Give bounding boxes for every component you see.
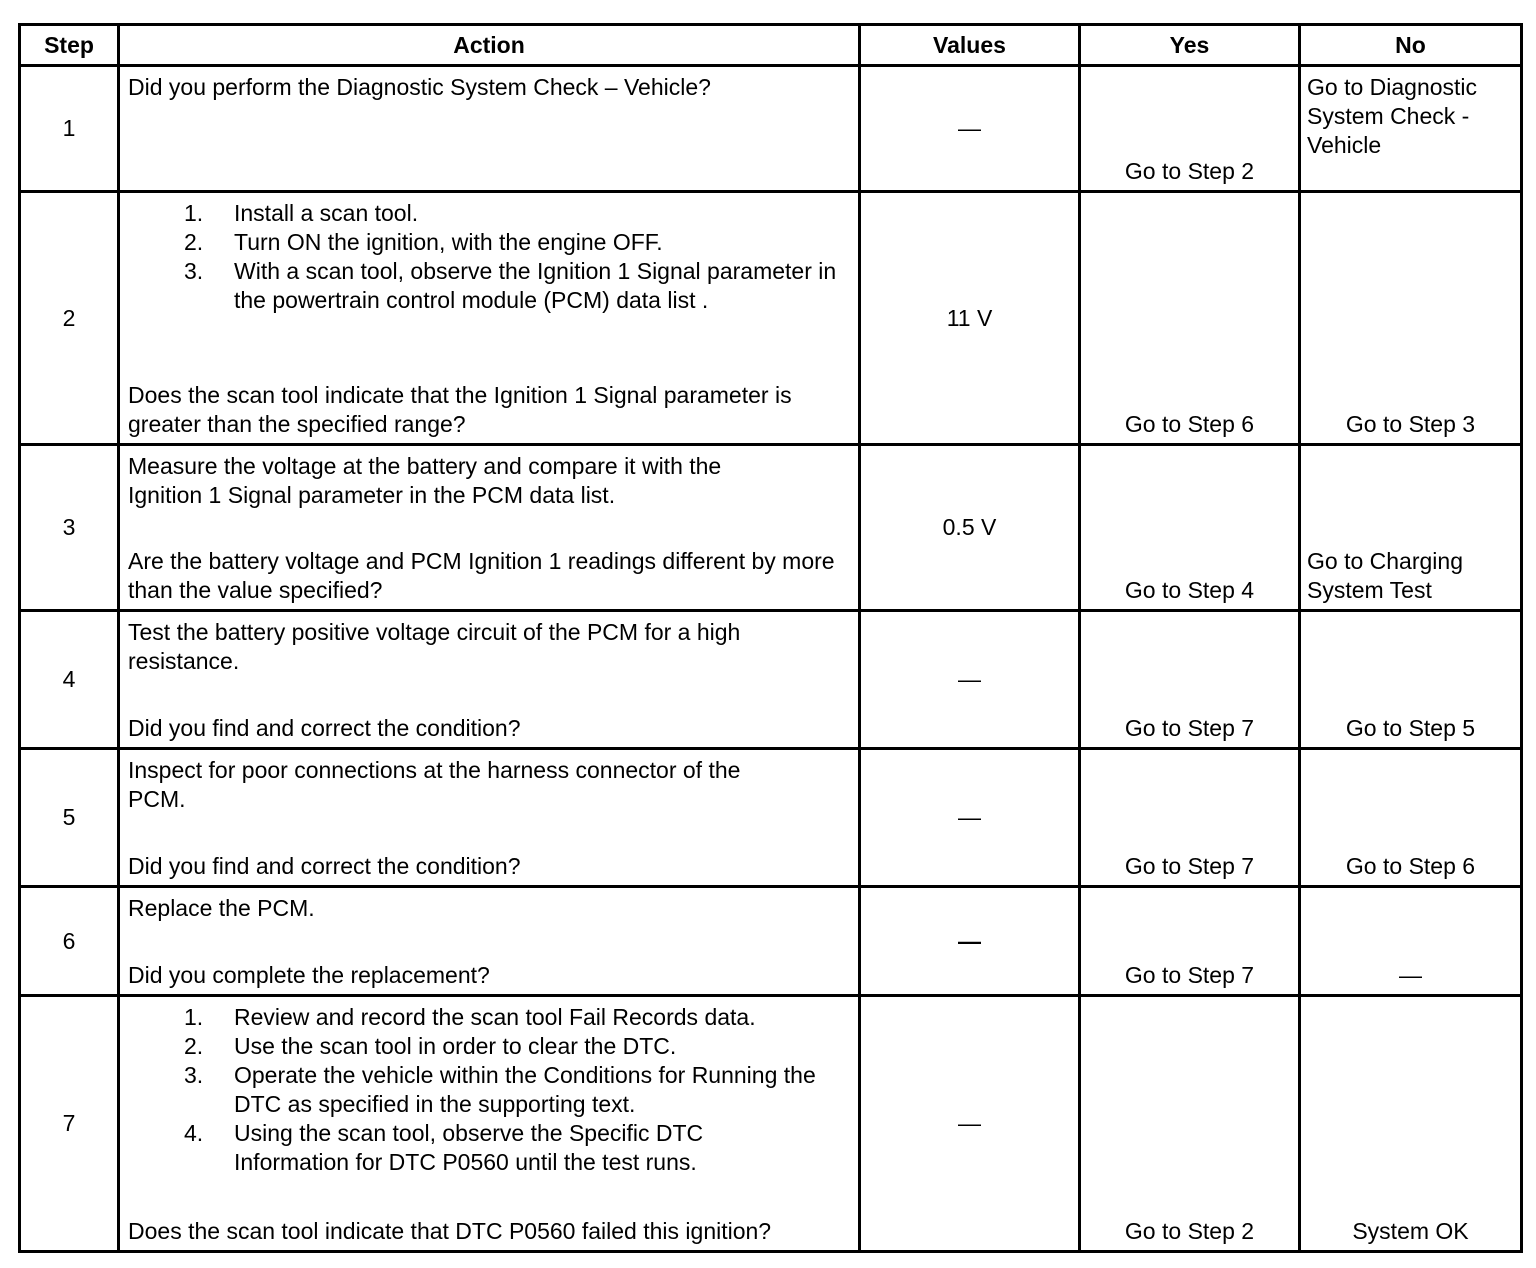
no-link[interactable]: Go to Step 5: [1345, 715, 1476, 741]
action-cell: [119, 445, 860, 611]
step-number: 6: [20, 887, 119, 996]
table-row: [20, 66, 1522, 192]
no-cell: [1300, 445, 1522, 611]
action-cell: [119, 749, 860, 887]
header-values: Values: [860, 25, 1080, 66]
list-item-text: Use the scan tool in order to clear the DTC.: [234, 1033, 677, 1059]
diagnostic-table: [18, 23, 1523, 1253]
step-number: 1: [20, 66, 119, 192]
no-cell: [1300, 66, 1522, 192]
list-item-text: Using the scan tool, observe the Specific DTC Information for DTC P0560 until the test runs.: [234, 1120, 704, 1175]
action-cell: [119, 996, 860, 1252]
table-row: [20, 749, 1522, 887]
action-question: Does the scan tool indicate that the Ignition 1 Signal parameter is greater than the specified range?: [128, 382, 792, 437]
yes-link[interactable]: Go to Step 6: [1124, 411, 1255, 437]
list-item: [128, 199, 850, 228]
value-cell: —: [860, 887, 1080, 996]
no-link[interactable]: Go to Step 6: [1345, 853, 1476, 879]
header-no: No: [1300, 25, 1522, 66]
table-row: [20, 445, 1522, 611]
list-item-text: With a scan tool, observe the Ignition 1 Signal parameter in the powertrain control module (PCM) data list .: [234, 258, 837, 313]
list-item: [128, 228, 850, 257]
no-value: —: [1399, 962, 1422, 988]
yes-link[interactable]: Go to Step 7: [1124, 715, 1255, 741]
header-step: Step: [20, 25, 119, 66]
yes-cell: [1080, 749, 1300, 887]
table-row: [20, 887, 1522, 996]
action-text: Measure the voltage at the battery and compare it with the Ignition 1 Signal parameter in the PCM data list.: [128, 453, 722, 508]
list-item-number: 2.: [184, 229, 204, 255]
yes-link[interactable]: Go to Step 2: [1124, 1218, 1255, 1244]
action-cell: [119, 887, 860, 996]
yes-cell: [1080, 445, 1300, 611]
no-cell: [1300, 611, 1522, 749]
table-row: [20, 611, 1522, 749]
yes-cell: [1080, 611, 1300, 749]
action-question: Did you find and correct the condition?: [128, 853, 521, 879]
yes-link[interactable]: Go to Step 7: [1124, 853, 1255, 879]
list-item-number: 3.: [184, 258, 204, 284]
no-value: System OK: [1352, 1218, 1469, 1244]
yes-link[interactable]: Go to Step 7: [1124, 962, 1255, 988]
action-cell: [119, 611, 860, 749]
value-cell: —: [860, 66, 1080, 192]
no-link[interactable]: Go to Charging System Test: [1307, 548, 1463, 603]
list-item: [128, 1061, 850, 1119]
list-item-text: Operate the vehicle within the Conditions for Running the DTC as specified in the supporting text.: [234, 1062, 816, 1117]
no-cell: [1300, 192, 1522, 445]
step-number: 7: [20, 996, 119, 1252]
step-number: 5: [20, 749, 119, 887]
action-steps-list: [128, 1003, 850, 1177]
action-text: Did you perform the Diagnostic System Check – Vehicle?: [128, 74, 711, 100]
action-question: Did you find and correct the condition?: [128, 715, 521, 741]
list-item: [128, 1032, 850, 1061]
step-number: 4: [20, 611, 119, 749]
list-item-number: 2.: [184, 1033, 204, 1059]
action-question: Does the scan tool indicate that DTC P0560 failed this ignition?: [128, 1218, 772, 1244]
value-cell: —: [860, 749, 1080, 887]
table-row: [20, 996, 1522, 1252]
table-row: [20, 192, 1522, 445]
list-item-number: 1.: [184, 1004, 204, 1030]
value-cell: 11 V: [860, 192, 1080, 445]
yes-cell: [1080, 887, 1300, 996]
action-text: Test the battery positive voltage circuit of the PCM for a high resistance.: [128, 619, 741, 674]
action-question: Did you complete the replacement?: [128, 962, 490, 988]
no-cell: [1300, 887, 1522, 996]
list-item-number: 1.: [184, 200, 204, 226]
step-number: 2: [20, 192, 119, 445]
header-yes: Yes: [1080, 25, 1300, 66]
yes-cell: [1080, 996, 1300, 1252]
action-cell: [119, 192, 860, 445]
value-cell: —: [860, 996, 1080, 1252]
yes-link[interactable]: Go to Step 4: [1124, 577, 1255, 603]
action-text: Inspect for poor connections at the harness connector of the PCM.: [128, 757, 741, 812]
list-item: [128, 257, 850, 315]
value-cell: 0.5 V: [860, 445, 1080, 611]
list-item-number: 4.: [184, 1120, 204, 1146]
action-steps-list: [128, 199, 850, 315]
no-link[interactable]: Go to Diagnostic System Check - Vehicle: [1307, 74, 1478, 158]
list-item: [128, 1003, 850, 1032]
yes-cell: [1080, 192, 1300, 445]
list-item-number: 3.: [184, 1062, 204, 1088]
yes-cell: [1080, 66, 1300, 192]
list-item-text: Install a scan tool.: [234, 200, 419, 226]
action-cell: [119, 66, 860, 192]
no-cell: [1300, 996, 1522, 1252]
list-item-text: Turn ON the ignition, with the engine OFF.: [234, 229, 663, 255]
no-link[interactable]: Go to Step 3: [1345, 411, 1476, 437]
list-item: [128, 1119, 850, 1177]
header-row: [20, 25, 1522, 66]
step-number: 3: [20, 445, 119, 611]
action-text: Replace the PCM.: [128, 895, 315, 921]
yes-link[interactable]: Go to Step 2: [1124, 158, 1255, 184]
action-question: Are the battery voltage and PCM Ignition 1 readings different by more than the value specified?: [128, 548, 835, 603]
header-action: Action: [119, 25, 860, 66]
no-cell: [1300, 749, 1522, 887]
value-cell: —: [860, 611, 1080, 749]
list-item-text: Review and record the scan tool Fail Records data.: [234, 1004, 756, 1030]
